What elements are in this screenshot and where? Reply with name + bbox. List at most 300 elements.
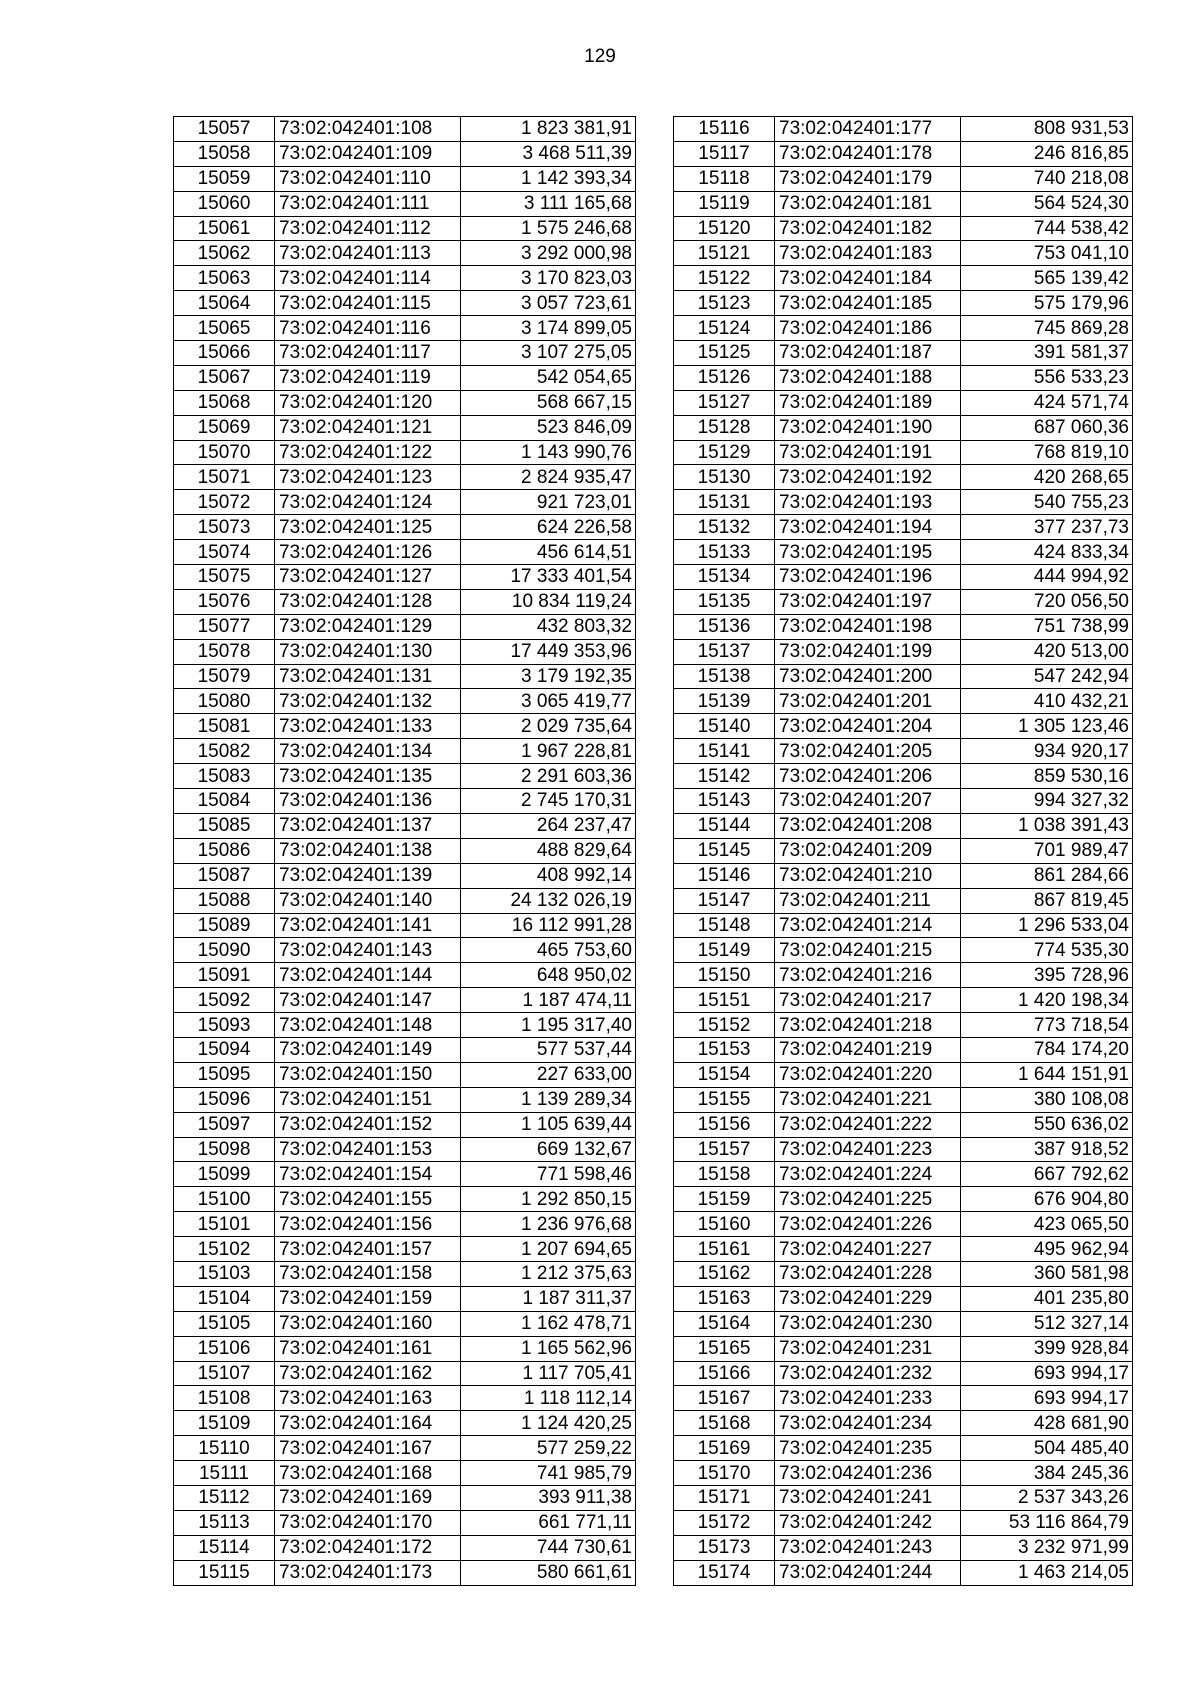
cadastral-number-cell: 73:02:042401:244 [775,1560,961,1585]
table-row [674,589,1133,614]
table-row [174,813,636,838]
value-cell: 1 823 381,91 [461,117,636,142]
row-number-cell: 15096 [174,1087,275,1112]
cadastral-number-cell: 73:02:042401:225 [775,1187,961,1212]
table-row [174,1336,636,1361]
cadastral-number-cell: 73:02:042401:205 [775,739,961,764]
row-number-cell: 15114 [174,1535,275,1560]
cadastral-number-cell: 73:02:042401:124 [275,490,461,515]
cadastral-number-cell: 73:02:042401:144 [275,963,461,988]
row-number-cell: 15082 [174,739,275,764]
value-cell: 1 305 123,46 [961,714,1133,739]
value-cell: 577 537,44 [461,1037,636,1062]
row-number-cell: 15149 [674,938,775,963]
value-cell: 360 581,98 [961,1261,1133,1286]
value-cell: 859 530,16 [961,764,1133,789]
row-number-cell: 15110 [174,1436,275,1461]
table-row [674,465,1133,490]
row-number-cell: 15089 [174,913,275,938]
row-number-cell: 15081 [174,714,275,739]
table-row [674,515,1133,540]
row-number-cell: 15109 [174,1411,275,1436]
table-row [174,1286,636,1311]
row-number-cell: 15113 [174,1510,275,1535]
row-number-cell: 15164 [674,1311,775,1336]
cadastral-number-cell: 73:02:042401:115 [275,291,461,316]
table-row [674,565,1133,590]
value-cell: 934 920,17 [961,739,1133,764]
row-number-cell: 15150 [674,963,775,988]
cadastral-number-cell: 73:02:042401:135 [275,764,461,789]
table-row [674,838,1133,863]
table-row [174,1510,636,1535]
row-number-cell: 15132 [674,515,775,540]
cadastral-number-cell: 73:02:042401:201 [775,689,961,714]
value-cell: 3 057 723,61 [461,291,636,316]
table-row [674,540,1133,565]
value-cell: 488 829,64 [461,838,636,863]
table-row [174,1386,636,1411]
cadastral-number-cell: 73:02:042401:242 [775,1510,961,1535]
row-number-cell: 15083 [174,764,275,789]
row-number-cell: 15080 [174,689,275,714]
value-cell: 3 174 899,05 [461,316,636,341]
row-number-cell: 15152 [674,1013,775,1038]
value-cell: 676 904,80 [961,1187,1133,1212]
row-number-cell: 15135 [674,589,775,614]
row-number-cell: 15140 [674,714,775,739]
table-row [674,1386,1133,1411]
value-cell: 264 237,47 [461,813,636,838]
cadastral-number-cell: 73:02:042401:128 [275,589,461,614]
table-row [174,1261,636,1286]
value-cell: 1 143 990,76 [461,440,636,465]
value-cell: 744 538,42 [961,216,1133,241]
value-cell: 661 771,11 [461,1510,636,1535]
value-cell: 17 449 353,96 [461,639,636,664]
table-row [174,1037,636,1062]
cadastral-number-cell: 73:02:042401:149 [275,1037,461,1062]
table-row [674,1037,1133,1062]
cadastral-number-cell: 73:02:042401:133 [275,714,461,739]
table-row [174,440,636,465]
cadastral-number-cell: 73:02:042401:234 [775,1411,961,1436]
row-number-cell: 15127 [674,390,775,415]
value-cell: 2 029 735,64 [461,714,636,739]
row-number-cell: 15103 [174,1261,275,1286]
row-number-cell: 15065 [174,316,275,341]
table-row [174,1062,636,1087]
table-row [174,291,636,316]
row-number-cell: 15095 [174,1062,275,1087]
value-cell: 399 928,84 [961,1336,1133,1361]
table-row [174,689,636,714]
cadastral-number-cell: 73:02:042401:125 [275,515,461,540]
cadastral-number-cell: 73:02:042401:232 [775,1361,961,1386]
cadastral-number-cell: 73:02:042401:168 [275,1461,461,1486]
cadastral-number-cell: 73:02:042401:119 [275,365,461,390]
table-row [174,540,636,565]
cadastral-number-cell: 73:02:042401:224 [775,1162,961,1187]
row-number-cell: 15102 [174,1237,275,1262]
cadastral-number-cell: 73:02:042401:228 [775,1261,961,1286]
value-cell: 648 950,02 [461,963,636,988]
value-cell: 1 207 694,65 [461,1237,636,1262]
row-number-cell: 15069 [174,415,275,440]
table-row [174,1162,636,1187]
cadastral-number-cell: 73:02:042401:151 [275,1087,461,1112]
cadastral-number-cell: 73:02:042401:138 [275,838,461,863]
value-cell: 744 730,61 [461,1535,636,1560]
cadastral-number-cell: 73:02:042401:117 [275,341,461,366]
table-row [674,316,1133,341]
row-number-cell: 15064 [174,291,275,316]
table-row [174,1535,636,1560]
value-cell: 1 967 228,81 [461,739,636,764]
value-cell: 687 060,36 [961,415,1133,440]
cadastral-number-cell: 73:02:042401:113 [275,241,461,266]
cadastral-table-left [173,116,636,1586]
row-number-cell: 15154 [674,1062,775,1087]
table-row [174,1461,636,1486]
value-cell: 1 187 311,37 [461,1286,636,1311]
cadastral-number-cell: 73:02:042401:211 [775,888,961,913]
value-cell: 391 581,37 [961,341,1133,366]
cadastral-number-cell: 73:02:042401:191 [775,440,961,465]
cadastral-number-cell: 73:02:042401:178 [775,141,961,166]
value-cell: 53 116 864,79 [961,1510,1133,1535]
cadastral-number-cell: 73:02:042401:131 [275,664,461,689]
row-number-cell: 15111 [174,1461,275,1486]
row-number-cell: 15145 [674,838,775,863]
value-cell: 773 718,54 [961,1013,1133,1038]
table-row [674,689,1133,714]
table-row [674,1436,1133,1461]
value-cell: 377 237,73 [961,515,1133,540]
row-number-cell: 15093 [174,1013,275,1038]
cadastral-number-cell: 73:02:042401:200 [775,664,961,689]
value-cell: 565 139,42 [961,266,1133,291]
cadastral-number-cell: 73:02:042401:223 [775,1137,961,1162]
cadastral-number-cell: 73:02:042401:154 [275,1162,461,1187]
row-number-cell: 15160 [674,1212,775,1237]
cadastral-number-cell: 73:02:042401:157 [275,1237,461,1262]
value-cell: 495 962,94 [961,1237,1133,1262]
value-cell: 384 245,36 [961,1461,1133,1486]
table-row [174,341,636,366]
table-row [674,988,1133,1013]
cadastral-number-cell: 73:02:042401:183 [775,241,961,266]
row-number-cell: 15137 [674,639,775,664]
row-number-cell: 15066 [174,341,275,366]
table-row [174,639,636,664]
cadastral-number-cell: 73:02:042401:217 [775,988,961,1013]
table-row [674,1510,1133,1535]
row-number-cell: 15151 [674,988,775,1013]
row-number-cell: 15119 [674,191,775,216]
cadastral-number-cell: 73:02:042401:206 [775,764,961,789]
value-cell: 512 327,14 [961,1311,1133,1336]
table-row [174,664,636,689]
value-cell: 741 985,79 [461,1461,636,1486]
cadastral-number-cell: 73:02:042401:192 [775,465,961,490]
cadastral-number-cell: 73:02:042401:134 [275,739,461,764]
row-number-cell: 15097 [174,1112,275,1137]
row-number-cell: 15131 [674,490,775,515]
row-number-cell: 15157 [674,1137,775,1162]
value-cell: 1 124 420,25 [461,1411,636,1436]
cadastral-number-cell: 73:02:042401:163 [275,1386,461,1411]
cadastral-number-cell: 73:02:042401:179 [775,166,961,191]
cadastral-number-cell: 73:02:042401:147 [275,988,461,1013]
cadastral-number-cell: 73:02:042401:156 [275,1212,461,1237]
cadastral-number-cell: 73:02:042401:132 [275,689,461,714]
row-number-cell: 15159 [674,1187,775,1212]
table-row [174,515,636,540]
value-cell: 1 212 375,63 [461,1261,636,1286]
value-cell: 2 824 935,47 [461,465,636,490]
row-number-cell: 15058 [174,141,275,166]
cadastral-number-cell: 73:02:042401:111 [275,191,461,216]
cadastral-number-cell: 73:02:042401:116 [275,316,461,341]
cadastral-number-cell: 73:02:042401:139 [275,863,461,888]
row-number-cell: 15100 [174,1187,275,1212]
row-number-cell: 15079 [174,664,275,689]
table-row [174,1087,636,1112]
cadastral-number-cell: 73:02:042401:218 [775,1013,961,1038]
table-row [674,639,1133,664]
cadastral-number-cell: 73:02:042401:153 [275,1137,461,1162]
cadastral-number-cell: 73:02:042401:130 [275,639,461,664]
row-number-cell: 15099 [174,1162,275,1187]
value-cell: 624 226,58 [461,515,636,540]
table-row [174,1187,636,1212]
row-number-cell: 15088 [174,888,275,913]
row-number-cell: 15173 [674,1535,775,1560]
row-number-cell: 15168 [674,1411,775,1436]
table-row [174,589,636,614]
row-number-cell: 15073 [174,515,275,540]
cadastral-number-cell: 73:02:042401:110 [275,166,461,191]
table-row [674,1261,1133,1286]
cadastral-number-cell: 73:02:042401:226 [775,1212,961,1237]
table-row [674,739,1133,764]
table-row [174,838,636,863]
row-number-cell: 15155 [674,1087,775,1112]
value-cell: 24 132 026,19 [461,888,636,913]
table-row [174,863,636,888]
cadastral-number-cell: 73:02:042401:193 [775,490,961,515]
value-cell: 784 174,20 [961,1037,1133,1062]
value-cell: 1 165 562,96 [461,1336,636,1361]
value-cell: 1 118 112,14 [461,1386,636,1411]
cadastral-number-cell: 73:02:042401:136 [275,789,461,814]
value-cell: 1 162 478,71 [461,1311,636,1336]
row-number-cell: 15141 [674,739,775,764]
cadastral-number-cell: 73:02:042401:173 [275,1560,461,1585]
cadastral-number-cell: 73:02:042401:126 [275,540,461,565]
cadastral-number-cell: 73:02:042401:162 [275,1361,461,1386]
cadastral-number-cell: 73:02:042401:209 [775,838,961,863]
cadastral-number-cell: 73:02:042401:220 [775,1062,961,1087]
table-row [174,490,636,515]
row-number-cell: 15139 [674,689,775,714]
value-cell: 10 834 119,24 [461,589,636,614]
row-number-cell: 15171 [674,1485,775,1510]
table-row [674,191,1133,216]
value-cell: 740 218,08 [961,166,1133,191]
table-row [174,913,636,938]
cadastral-number-cell: 73:02:042401:160 [275,1311,461,1336]
row-number-cell: 15118 [674,166,775,191]
row-number-cell: 15084 [174,789,275,814]
table-row [674,789,1133,814]
value-cell: 720 056,50 [961,589,1133,614]
row-number-cell: 15163 [674,1286,775,1311]
value-cell: 1 463 214,05 [961,1560,1133,1585]
table-row [674,813,1133,838]
row-number-cell: 15165 [674,1336,775,1361]
cadastral-number-cell: 73:02:042401:143 [275,938,461,963]
cadastral-number-cell: 73:02:042401:181 [775,191,961,216]
row-number-cell: 15105 [174,1311,275,1336]
value-cell: 16 112 991,28 [461,913,636,938]
table-row [674,291,1133,316]
row-number-cell: 15148 [674,913,775,938]
cadastral-number-cell: 73:02:042401:140 [275,888,461,913]
table-row [174,1361,636,1386]
cadastral-number-cell: 73:02:042401:172 [275,1535,461,1560]
table-row [674,888,1133,913]
value-cell: 540 755,23 [961,490,1133,515]
cadastral-number-cell: 73:02:042401:148 [275,1013,461,1038]
row-number-cell: 15101 [174,1212,275,1237]
value-cell: 568 667,15 [461,390,636,415]
value-cell: 1 292 850,15 [461,1187,636,1212]
table-row [674,490,1133,515]
cadastral-number-cell: 73:02:042401:108 [275,117,461,142]
cadastral-number-cell: 73:02:042401:188 [775,365,961,390]
table-row [674,1286,1133,1311]
value-cell: 1 117 705,41 [461,1361,636,1386]
value-cell: 753 041,10 [961,241,1133,266]
value-cell: 550 636,02 [961,1112,1133,1137]
table-row [674,266,1133,291]
row-number-cell: 15156 [674,1112,775,1137]
value-cell: 768 819,10 [961,440,1133,465]
table-row [174,1411,636,1436]
cadastral-number-cell: 73:02:042401:129 [275,614,461,639]
table-row [174,117,636,142]
row-number-cell: 15098 [174,1137,275,1162]
row-number-cell: 15167 [674,1386,775,1411]
row-number-cell: 15107 [174,1361,275,1386]
row-number-cell: 15078 [174,639,275,664]
row-number-cell: 15112 [174,1485,275,1510]
table-row [174,764,636,789]
value-cell: 1 236 976,68 [461,1212,636,1237]
cadastral-number-cell: 73:02:042401:161 [275,1336,461,1361]
value-cell: 2 291 603,36 [461,764,636,789]
row-number-cell: 15115 [174,1560,275,1585]
cadastral-number-cell: 73:02:042401:231 [775,1336,961,1361]
cadastral-number-cell: 73:02:042401:182 [775,216,961,241]
cadastral-number-cell: 73:02:042401:164 [275,1411,461,1436]
cadastral-number-cell: 73:02:042401:127 [275,565,461,590]
cadastral-number-cell: 73:02:042401:150 [275,1062,461,1087]
value-cell: 1 139 289,34 [461,1087,636,1112]
table-row [674,1361,1133,1386]
row-number-cell: 15085 [174,813,275,838]
table-row [674,714,1133,739]
table-row [174,988,636,1013]
row-number-cell: 15143 [674,789,775,814]
row-number-cell: 15174 [674,1560,775,1585]
row-number-cell: 15144 [674,813,775,838]
row-number-cell: 15130 [674,465,775,490]
table-body [174,117,636,1586]
row-number-cell: 15071 [174,465,275,490]
cadastral-number-cell: 73:02:042401:177 [775,117,961,142]
cadastral-number-cell: 73:02:042401:158 [275,1261,461,1286]
value-cell: 580 661,61 [461,1560,636,1585]
row-number-cell: 15121 [674,241,775,266]
page-number: 129 [584,46,616,67]
value-cell: 432 803,32 [461,614,636,639]
row-number-cell: 15094 [174,1037,275,1062]
table-row [674,863,1133,888]
table-row [674,1336,1133,1361]
cadastral-number-cell: 73:02:042401:187 [775,341,961,366]
cadastral-number-cell: 73:02:042401:207 [775,789,961,814]
table-row [674,241,1133,266]
table-row [674,141,1133,166]
cadastral-number-cell: 73:02:042401:233 [775,1386,961,1411]
table-row [674,390,1133,415]
table-row [674,1187,1133,1212]
row-number-cell: 15170 [674,1461,775,1486]
table-row [174,1311,636,1336]
value-cell: 410 432,21 [961,689,1133,714]
row-number-cell: 15077 [174,614,275,639]
value-cell: 564 524,30 [961,191,1133,216]
value-cell: 1 038 391,43 [961,813,1133,838]
row-number-cell: 15142 [674,764,775,789]
cadastral-number-cell: 73:02:042401:241 [775,1485,961,1510]
cadastral-number-cell: 73:02:042401:184 [775,266,961,291]
table-row [674,1461,1133,1486]
table-row [674,963,1133,988]
table-row [674,1137,1133,1162]
value-cell: 3 292 000,98 [461,241,636,266]
row-number-cell: 15108 [174,1386,275,1411]
cadastral-number-cell: 73:02:042401:109 [275,141,461,166]
row-number-cell: 15106 [174,1336,275,1361]
table-row [674,938,1133,963]
row-number-cell: 15153 [674,1037,775,1062]
row-number-cell: 15057 [174,117,275,142]
value-cell: 693 994,17 [961,1361,1133,1386]
table-row [674,1162,1133,1187]
value-cell: 2 537 343,26 [961,1485,1133,1510]
value-cell: 424 571,74 [961,390,1133,415]
row-number-cell: 15070 [174,440,275,465]
value-cell: 1 187 474,11 [461,988,636,1013]
value-cell: 423 065,50 [961,1212,1133,1237]
value-cell: 861 284,66 [961,863,1133,888]
table-row [674,166,1133,191]
cadastral-number-cell: 73:02:042401:230 [775,1311,961,1336]
